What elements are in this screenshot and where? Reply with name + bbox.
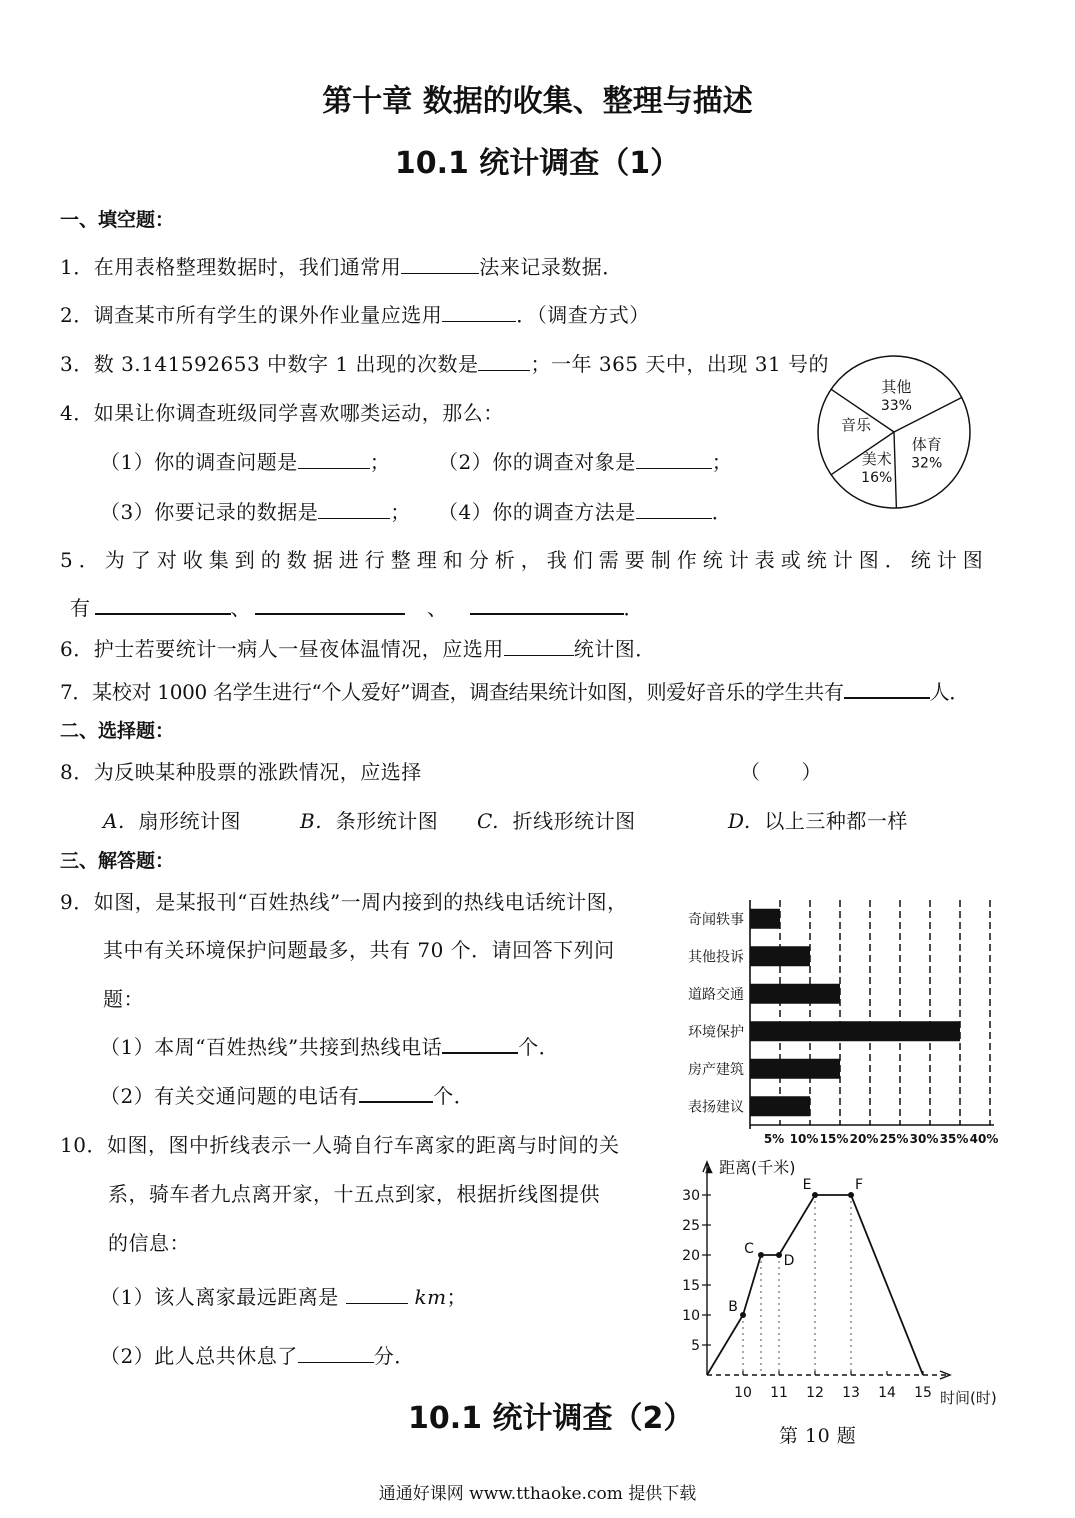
option-a[interactable] xyxy=(103,805,241,834)
line-x-tick-4: 14 xyxy=(878,1385,896,1401)
option-c-letter: C. xyxy=(477,809,499,833)
figure-10-caption: 第 10 题 xyxy=(779,1425,857,1447)
question-8-answer-paren[interactable]: （ ） xyxy=(740,760,822,784)
q4-s2-text: （2）你的调查对象是 xyxy=(438,450,636,474)
question-1 xyxy=(60,251,623,280)
q2-text-before: 2．调查某市所有学生的课外作业量应选用 xyxy=(60,303,443,327)
q10-s1-text: （1）该人离家最远距离是 xyxy=(100,1285,339,1309)
q1-text-before: 1．在用表格整理数据时，我们通常用 xyxy=(60,255,402,279)
q5-blank-2[interactable] xyxy=(255,595,405,615)
question-10-sub-1 xyxy=(100,1281,467,1310)
pie-slice-value-0: 32% xyxy=(911,455,943,472)
q7-blank[interactable] xyxy=(844,679,930,699)
q6-text-after: 统计图． xyxy=(573,637,656,661)
bar-3 xyxy=(750,1021,960,1041)
bar-category-label-2: 道路交通 xyxy=(688,986,744,1003)
line-point-4 xyxy=(812,1192,818,1198)
q4-s1-text: （1）你的调查问题是 xyxy=(100,450,298,474)
q4-s3-punct: ； xyxy=(390,500,411,524)
q5-start: 有 xyxy=(70,596,91,620)
question-5-line-1: 5．为了对收集到的数据进行整理和分析，我们需要制作统计表或统计图．统计图 xyxy=(60,548,989,572)
question-10-line-1: 10．如图，图中折线表示一人骑自行车离家的距离与时间的关 xyxy=(60,1133,620,1157)
line-chart-distance-time xyxy=(672,1152,1032,1417)
pie-slice-value-1: 16% xyxy=(861,469,893,486)
option-b-text: 条形统计图 xyxy=(335,809,439,833)
bar-x-tick-4: 25% xyxy=(879,1132,909,1146)
question-9-sub-1 xyxy=(100,1031,559,1060)
q10-s1-blank[interactable] xyxy=(346,1285,408,1304)
line-point-label-3: D xyxy=(783,1253,795,1269)
q1-text-after: 法来记录数据． xyxy=(479,255,623,279)
q9-s2-after: 个． xyxy=(433,1084,475,1108)
pie-slice-label-2: 音乐 xyxy=(840,416,872,434)
q5-blank-1[interactable] xyxy=(95,595,231,615)
section-heading-answer: 三、解答题： xyxy=(60,850,175,872)
question-5-line-2 xyxy=(70,592,644,621)
q5-end: ． xyxy=(623,596,644,620)
q3-text-after: ；一年 365 天中，出现 31 号的 xyxy=(530,352,830,376)
question-2 xyxy=(60,299,650,328)
bar-x-tick-6: 35% xyxy=(939,1132,969,1146)
bar-category-label-3: 环境保护 xyxy=(688,1024,744,1041)
bar-category-label-1: 其他投诉 xyxy=(688,949,744,966)
q6-blank[interactable] xyxy=(504,637,574,656)
option-a-text: 扇形统计图 xyxy=(138,809,242,833)
line-point-label-2: C xyxy=(744,1241,754,1257)
footer-text: 通通好课网 www.tthaoke.com 提供下载 xyxy=(378,1484,697,1504)
q7-text-after: 人． xyxy=(929,680,969,704)
pie-slice-label-0: 体育 xyxy=(911,435,942,454)
q2-text-after: ．（调查方式） xyxy=(516,303,650,327)
q10-s2-after: 分． xyxy=(373,1344,415,1368)
bar-x-tick-1: 10% xyxy=(789,1132,819,1146)
question-6 xyxy=(60,633,656,662)
q4-s3-text: （3）你要记录的数据是 xyxy=(100,500,319,524)
line-x-tick-5: 15 xyxy=(914,1385,932,1401)
q10-s2-blank[interactable] xyxy=(298,1344,374,1363)
section-heading-fill-blank: 一、填空题： xyxy=(60,209,175,231)
q9-s2-blank[interactable] xyxy=(359,1083,433,1103)
line-x-axis-label: 时间(时) xyxy=(940,1389,997,1407)
question-9-sub-2 xyxy=(100,1080,474,1109)
q6-text-before: 6．护士若要统计一病人一昼夜体温情况，应选用 xyxy=(60,637,504,661)
q9-s1-blank[interactable] xyxy=(442,1034,518,1054)
bar-x-tick-3: 20% xyxy=(849,1132,879,1146)
question-9-line-2: 其中有关环境保护问题最多，共有 70 个．请回答下列问 xyxy=(103,938,615,962)
bar-0 xyxy=(750,909,780,929)
bar-category-label-4: 房产建筑 xyxy=(688,1061,744,1078)
q7-text-before: 7．某校对 1000 名学生进行“个人爱好”调查，调查结果统计如图，则爱好音乐的学生共有 xyxy=(60,680,844,704)
section-title-1: 10.1 统计调查（1） xyxy=(394,146,681,181)
q4-s1-punct: ； xyxy=(369,450,391,474)
bar-chart-hotline xyxy=(672,895,1012,1150)
pie-slice-value-3: 33% xyxy=(880,398,912,415)
q10-s1-unit: km xyxy=(414,1285,447,1309)
option-a-letter: A. xyxy=(103,809,125,833)
question-10-sub-2 xyxy=(100,1340,415,1369)
bar-category-label-5: 表扬建议 xyxy=(688,1099,744,1116)
bar-category-label-0: 奇闻轶事 xyxy=(688,911,744,928)
option-c-text: 折线形统计图 xyxy=(512,809,636,833)
bar-1 xyxy=(750,946,810,966)
bar-x-tick-7: 40% xyxy=(969,1132,999,1146)
bar-x-tick-5: 30% xyxy=(909,1132,939,1146)
line-x-tick-2: 12 xyxy=(806,1385,824,1401)
q4-s2-punct: ； xyxy=(711,450,733,474)
bar-2 xyxy=(750,984,840,1004)
line-y-tick-2: 15 xyxy=(682,1278,700,1294)
option-b-letter: B. xyxy=(300,809,323,833)
line-point-label-4: E xyxy=(802,1177,812,1193)
line-y-tick-4: 25 xyxy=(682,1218,700,1234)
question-7 xyxy=(60,676,969,705)
pie-slice-label-3: 其他 xyxy=(881,378,912,397)
q4-s4-blank[interactable] xyxy=(636,500,712,519)
question-9-line-3: 题： xyxy=(103,987,144,1011)
question-10-line-2: 系，骑车者九点离开家，十五点到家，根据折线图提供 xyxy=(108,1182,600,1206)
line-point-label-5: F xyxy=(854,1177,864,1193)
q9-s1-text: （1）本周“百姓热线”共接到热线电话 xyxy=(100,1035,443,1059)
line-x-tick-1: 11 xyxy=(770,1385,788,1401)
q5-sep-2: 、 xyxy=(427,596,448,620)
line-point-5 xyxy=(848,1192,854,1198)
bar-5 xyxy=(750,1096,810,1116)
bar-x-tick-2: 15% xyxy=(819,1132,849,1146)
option-b[interactable] xyxy=(300,805,438,834)
question-4-sub-2 xyxy=(438,446,732,475)
question-3 xyxy=(60,348,829,377)
line-point-3 xyxy=(776,1252,782,1258)
q9-s1-after: 个． xyxy=(518,1035,560,1059)
question-4-sub-1 xyxy=(100,446,390,475)
option-d-letter: D. xyxy=(728,809,751,833)
bar-x-tick-0: 5% xyxy=(763,1132,785,1146)
line-y-axis-label: 距离(千米) xyxy=(719,1158,796,1177)
option-c[interactable] xyxy=(477,805,636,834)
line-x-tick-0: 10 xyxy=(734,1385,752,1401)
q5-sep-1: 、 xyxy=(230,596,251,620)
q10-s1-after: ； xyxy=(446,1285,468,1309)
option-d-text: 以上三种都一样 xyxy=(764,809,908,833)
line-x-tick-3: 13 xyxy=(842,1385,860,1401)
q4-s4-text: （4）你的调查方法是 xyxy=(438,500,636,524)
q5-blank-3[interactable] xyxy=(470,595,624,615)
option-d[interactable] xyxy=(728,805,908,834)
q4-s2-blank[interactable] xyxy=(636,450,712,469)
line-point-2 xyxy=(758,1252,764,1258)
q1-blank[interactable] xyxy=(401,255,479,274)
pie-slice-label-1: 美术 xyxy=(861,449,892,468)
q4-s4-punct: ． xyxy=(711,500,733,524)
line-y-tick-5: 30 xyxy=(682,1188,700,1204)
section-heading-choice: 二、选择题： xyxy=(60,720,175,742)
pie-chart-hobbies xyxy=(812,352,982,517)
question-4-sub-4 xyxy=(438,496,732,525)
line-point-label-1: B xyxy=(728,1299,738,1315)
q4-s1-blank[interactable] xyxy=(298,450,370,469)
q3-text-before: 3．数 3.141592653 中数字 1 出现的次数是 xyxy=(60,352,479,376)
line-y-tick-3: 20 xyxy=(682,1248,700,1264)
question-9-line-1: 9．如图，是某报刊“百姓热线”一周内接到的热线电话统计图， xyxy=(60,890,628,914)
line-y-tick-1: 10 xyxy=(682,1308,700,1324)
q9-s2-text: （2）有关交通问题的电话有 xyxy=(100,1084,360,1108)
line-y-tick-0: 5 xyxy=(691,1338,700,1354)
chapter-title: 第十章 数据的收集、整理与描述 xyxy=(322,84,753,119)
q2-blank[interactable] xyxy=(442,303,516,322)
section-title-2: 10.1 统计调查（2） xyxy=(408,1401,694,1436)
q4-s3-blank[interactable] xyxy=(318,500,390,519)
line-point-1 xyxy=(740,1312,746,1318)
question-10-line-3: 的信息： xyxy=(108,1231,190,1255)
bar-4 xyxy=(750,1059,840,1079)
q3-blank[interactable] xyxy=(478,352,530,371)
question-4-sub-3 xyxy=(100,496,411,525)
q10-s2-text: （2）此人总共休息了 xyxy=(100,1344,298,1368)
line-y-axis-tip: ▲ xyxy=(705,1164,713,1175)
question-4-stem: 4．如果让你调查班级同学喜欢哪类运动，那么： xyxy=(60,401,504,425)
question-8-stem: 8．为反映某种股票的涨跌情况，应选择 xyxy=(60,760,422,784)
